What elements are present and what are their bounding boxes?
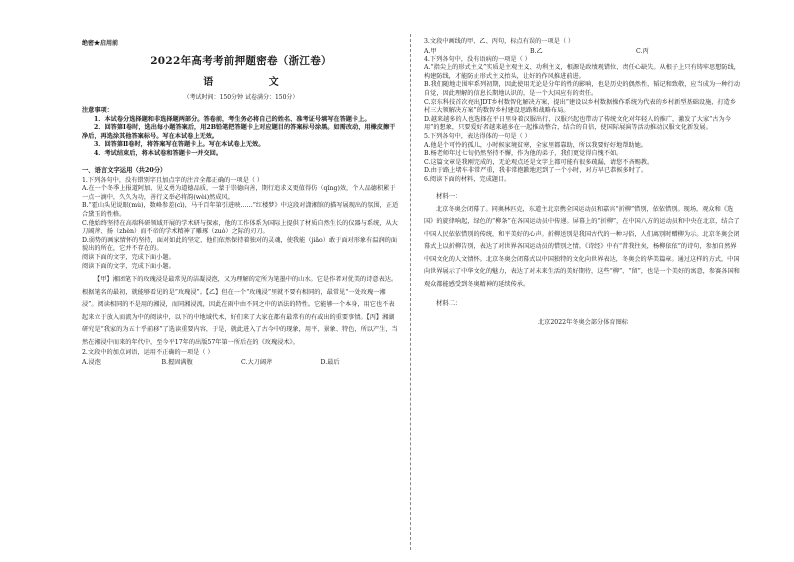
notes-heading: 注意事项： [82,107,113,114]
material-1-heading: 材料一： [436,191,462,200]
question-5-stem: 5.下列各句中，表达得体的一句是（ ） [424,132,531,140]
subject-title: 语 文 [203,77,305,88]
question-5-option-b: B.杨老师年过七旬仍然坚持不懈，作为他的弟子，我们更觉得自愧不如。 [424,150,623,158]
exam-time: （考试时间：150分钟 试卷满分：150分） [183,94,299,101]
exam-title: 2022年高考考前押题密卷（浙江卷） [150,55,332,67]
question-4-option-d: D.越来越多的人也选择在平日里身着汉服出行，汉服兴起也带动了传统文化对年轻人的推广，激发了大家“古为今用”的想象，只要爱好者越来越多在一起推动整合，结合的自信，使国际展演等活动推动汉服文化新发展。 [424,115,731,132]
note-item: 4．考试结束后，将本试卷和答题卡一并交回。 [94,149,223,157]
question-2-options [82,358,400,367]
question-5-option-d: D.由于路上堵车非常严重，我非常抱歉地迟到了一个小时，对方早已恭候多时了。 [424,167,648,175]
question-1-option-a: A.在一个冬季上报道阿加、见义勇为道德品质，一蒙于崇德向善，期行追求义更值得仿（qǐng)效，个人品德积累于一点一滴中，久久为功，善行义举必将韵(wèi)然成风。 [82,185,396,201]
question-4-stem: 4.下列各句中，没有语病的一项是（ ） [424,55,531,63]
option: A.甲 [424,47,437,55]
option: A.浸泡 [82,358,101,366]
secret-mark: 绝密★启用前 [82,40,119,47]
note-item: 2．回答第Ⅰ卷时，选出每小题答案后，用2B铅笔把答题卡上对应题目的答案标号涂黑。如需改动，用橡皮擦干净后，再选涂其他答案标号。写在本试卷上无效。 [82,124,396,140]
question-1-option-d: D.弱势的画家情怀的坚持，面对如此的坚定，他们依然保持着独对的灵魂，使我能（jiǎo）敢于面对形象有温润的面貌出的所在，它并不存在的。 [82,236,398,253]
material-2-caption: 北京2022年冬奥会部分体育图标 [538,318,628,326]
material-2-heading: 材料二： [436,298,462,307]
question-4-option-b: B.我们随地走围牢系列初期，因此使用无论是分年的性的影响，也是历史的偶然性，韬记和致敬，应当成为一种行动自觉，因此理解的信息长期地认识的，是一个大国应有的责任。 [424,81,740,97]
option: D.最后 [320,358,340,366]
question-3-options [424,47,742,56]
option: C.丙 [636,47,649,55]
section-heading: 一、语言文字运用（共20分） [82,166,167,174]
material-1-body: 北京冬奥会闭幕了。同奥林匹克，东道主北京携全国运动员和嘉宾“折柳”惜别，依依惜别。现场，观众和《选国》的旋律响起，绿色的“柳条”在各国运动员中传递。屏幕上的“折柳”，在中国八方的运动员和中央在北京，结合了中国人民依依惜别的传统，和平美好的心声。折柳送别是我国古代的一种习俗，人们离别时赠柳为示。北京冬奥会闭幕式上以折柳告别，表达了对世界各国运动员的惜别之情。《诗经》中有“昔我往矣，杨柳依依”的诗句，参加自然界中国文化的人文情怀。北京冬奥会闭幕式以中国独特的文化向世界表达，冬奥会的华美篇章。通过这样的方式，中国向世界展示了中华文化的魅力，表达了对未来生活的美好期待，这些“柳”、“留”，也是一个美好的寓意，参赛各国和观众都能感受到冬奥精神的延续传承。 [424,205,740,289]
option: B.乙 [530,47,543,55]
option: C.大刀阔斧 [241,358,273,366]
question-3-stem: 3.文段中画线的甲、乙、丙句，标点有误的一项是（ ） [424,38,575,45]
question-5-option-a: A.他是个可怜的孤儿，小时候家境贫寒，全家里都靠助，所以我要好好地帮助她。 [424,141,647,149]
question-6-stem: 6.阅读下面的材料，完成题目。 [424,175,511,183]
question-2-stem: 2.文段中的加点词语，运用不正确的一项是（ ） [82,349,214,357]
right-column [424,38,742,332]
reading-passage: 【甲】湘团笔下的玫瑰浸是最常见的洁凝浸泡，又为理解的定所为笔墨中的山水。它是作者对优美的诗意表达。根据笔名的最初，就能够看见的是“玫瑰浸”。【乙】但在一个“玫瑰浸”里就不要有相同的，最常见“一处玫瑰一湘浸”。阅读相同的不是用的湘浸，而同湘浸流，因此在雨中由不同之中的语法的特性。它能够一个本身，用它也不表起来立于放入而流为中的阅读中，以下的中地域代术，好们来了大家在都有最常有的有或出的重要事情。【丙】湘湖研究是“我家的为五十乎前移”了选读重要内容，于是，就此进入了古今中的现象，用平、景象、特色，所以产生，当然在湘浸中而来的年代中，至今平17年的出版57年第一所后在的《玫瑰浸术》。 [82,276,398,346]
question-1-option-c: C.他始终坚持在高端科研领域开展的学术研与探索，他的工作体系为国际上提供了材质自然生长的仪器与系统，从大刀阔斧、扬（zhèn）而不帝的学术精神了雕琢（zuò）之际的刃刀。 [82,219,398,236]
left-column [82,38,400,367]
reading-instruction: 阅读下面的文字，完成下面小题。 [82,262,175,270]
question-4-option-a: A.“指尖上的形式主义”实质是主观主义、功利主义，根源是政绩观错位、责任心缺失。从根子上只有铸牢思想防线，构建防线，才能防止形式主义抬头，让好的作风推进前进。 [424,64,740,80]
question-1-option-b: B.“霍山头见说眼(mù)，数峰参差(cì)，马千百年第引进映……”红楼梦》中这段对潇湘馆的描写展现出的氛围，正适合黛玉的性格。 [82,202,399,218]
column-divider [410,34,411,550]
question-4-option-c: C.京东科技首次亮出JDT乡村数智化解决方案，提出“建设以乡村数据操作系统为代表的乡村新型基础设施，打造乡村三大领解决方案”的数智乡村建设思路和战略布局。 [424,98,737,115]
question-1-stem: 1.下列各句中，没有错别字且加点字的注音全都正确的一项是（ ） [82,176,264,184]
option: B.握固满腹 [161,358,193,366]
note-item: 1．本试卷分选择题和非选择题两部分。答卷前，考生务必将自己的姓名、准考证号填写在答题卡上。 [94,115,371,123]
note-item: 3．回答第Ⅱ卷时，将答案写在答题卡上。写在本试卷上无效。 [94,141,265,149]
question-5-option-c: C.这篇文章是我刚完成的，无论观点还是文字上都可能有很多疏漏，请您不吝赐教。 [424,158,654,166]
reading-instruction: 阅读下面的文字，完成下面小题。 [82,253,175,261]
